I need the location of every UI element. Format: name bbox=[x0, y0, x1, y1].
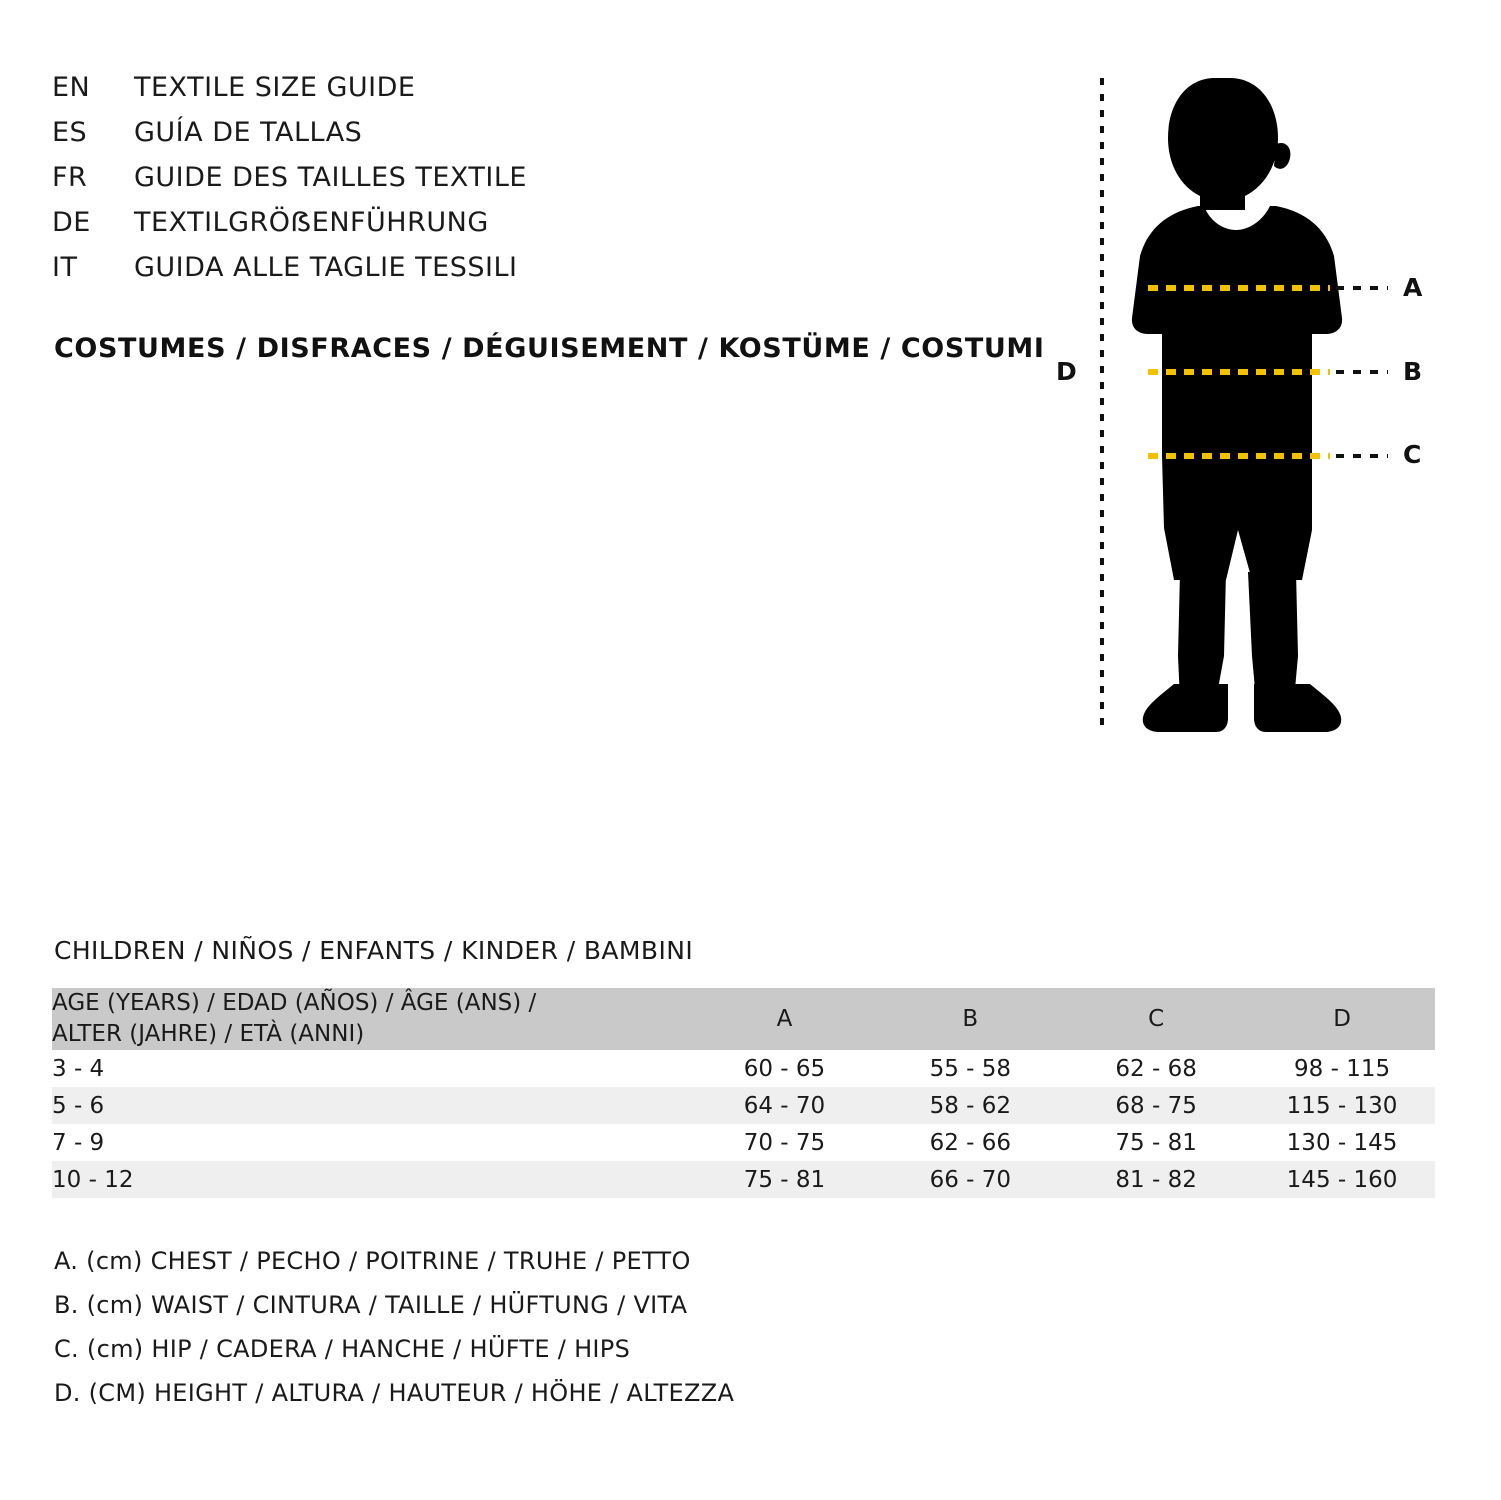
cell-a: 60 - 65 bbox=[743, 1055, 826, 1082]
legend-item-b: B. (cm) WAIST / CINTURA / TAILLE / HÜFTUNG / VITA bbox=[54, 1291, 688, 1319]
cell-age: 3 - 4 bbox=[52, 1055, 105, 1082]
cell-age: 7 - 9 bbox=[52, 1129, 105, 1156]
language-code-de: DE bbox=[52, 207, 91, 238]
figure-label-b: B bbox=[1403, 357, 1423, 386]
language-text-fr: GUIDE DES TAILLES TEXTILE bbox=[134, 162, 527, 193]
cell-age: 10 - 12 bbox=[52, 1166, 134, 1193]
language-row-de bbox=[52, 207, 1032, 252]
cell-age: 5 - 6 bbox=[52, 1092, 105, 1119]
figure-label-c: C bbox=[1403, 440, 1422, 469]
cell-a: 64 - 70 bbox=[743, 1092, 826, 1119]
language-row-es bbox=[52, 117, 1032, 162]
size-table-head bbox=[52, 988, 1435, 1050]
language-code-fr: FR bbox=[52, 162, 88, 193]
size-table bbox=[52, 988, 1435, 1198]
header-b: B bbox=[962, 1006, 979, 1033]
cell-b: 62 - 66 bbox=[929, 1129, 1012, 1156]
header-age-line2: ALTER (JAHRE) / ETÀ (ANNI) bbox=[52, 1021, 365, 1048]
cell-d: 115 - 130 bbox=[1286, 1092, 1398, 1119]
cell-c: 68 - 75 bbox=[1115, 1092, 1197, 1119]
size-table-header-row bbox=[52, 988, 1435, 1050]
language-code-it: IT bbox=[52, 252, 78, 283]
cell-a: 75 - 81 bbox=[743, 1166, 826, 1193]
cell-d: 130 - 145 bbox=[1286, 1129, 1398, 1156]
language-code-es: ES bbox=[52, 117, 88, 148]
cell-d: 98 - 115 bbox=[1294, 1055, 1391, 1082]
measurement-legend bbox=[54, 1247, 1254, 1423]
figure-label-d: D bbox=[1056, 357, 1077, 386]
cell-c: 81 - 82 bbox=[1115, 1166, 1197, 1193]
language-row-fr bbox=[52, 162, 1032, 207]
figure-label-a: A bbox=[1403, 273, 1423, 302]
language-text-de: TEXTILGRÖẞENFÜHRUNG bbox=[134, 207, 489, 238]
header-age bbox=[52, 988, 692, 1050]
legend-item-d: D. (CM) HEIGHT / ALTURA / HAUTEUR / HÖHE / ALTEZZA bbox=[54, 1379, 735, 1407]
table-row bbox=[52, 1087, 1435, 1124]
children-section-title: CHILDREN / NIÑOS / ENFANTS / KINDER / BAMBINI bbox=[54, 936, 694, 965]
header-c: C bbox=[1148, 1006, 1165, 1033]
language-row-en bbox=[52, 72, 1032, 117]
language-row-it bbox=[52, 252, 1032, 297]
language-text-en: TEXTILE SIZE GUIDE bbox=[134, 72, 416, 103]
size-table-body bbox=[52, 1050, 1435, 1198]
cell-c: 75 - 81 bbox=[1115, 1129, 1197, 1156]
legend-item-c: C. (cm) HIP / CADERA / HANCHE / HÜFTE / HIPS bbox=[54, 1335, 631, 1363]
cell-d: 145 - 160 bbox=[1286, 1166, 1398, 1193]
cell-a: 70 - 75 bbox=[743, 1129, 826, 1156]
silhouette-shape bbox=[1132, 78, 1342, 732]
table-row bbox=[52, 1161, 1435, 1198]
language-text-it: GUIDA ALLE TAGLIE TESSILI bbox=[134, 252, 518, 283]
cell-b: 66 - 70 bbox=[929, 1166, 1012, 1193]
cell-b: 55 - 58 bbox=[929, 1055, 1012, 1082]
language-title-block bbox=[52, 72, 1032, 297]
header-age-line1: AGE (YEARS) / EDAD (AÑOS) / ÂGE (ANS) / bbox=[52, 990, 537, 1016]
child-silhouette-icon bbox=[1040, 60, 1460, 760]
legend-item-a: A. (cm) CHEST / PECHO / POITRINE / TRUHE / PETTO bbox=[54, 1247, 691, 1275]
header-a: A bbox=[776, 1006, 793, 1033]
table-row bbox=[52, 1124, 1435, 1161]
cell-c: 62 - 68 bbox=[1115, 1055, 1197, 1082]
silhouette-figure bbox=[1040, 60, 1460, 760]
language-code-en: EN bbox=[52, 72, 91, 103]
header-d: D bbox=[1333, 1006, 1351, 1033]
table-row bbox=[52, 1050, 1435, 1087]
cell-b: 58 - 62 bbox=[929, 1092, 1012, 1119]
language-text-es: GUÍA DE TALLAS bbox=[134, 117, 363, 148]
costumes-subtitle: COSTUMES / DISFRACES / DÉGUISEMENT / KOSTÜME / COSTUMI bbox=[54, 333, 1045, 364]
